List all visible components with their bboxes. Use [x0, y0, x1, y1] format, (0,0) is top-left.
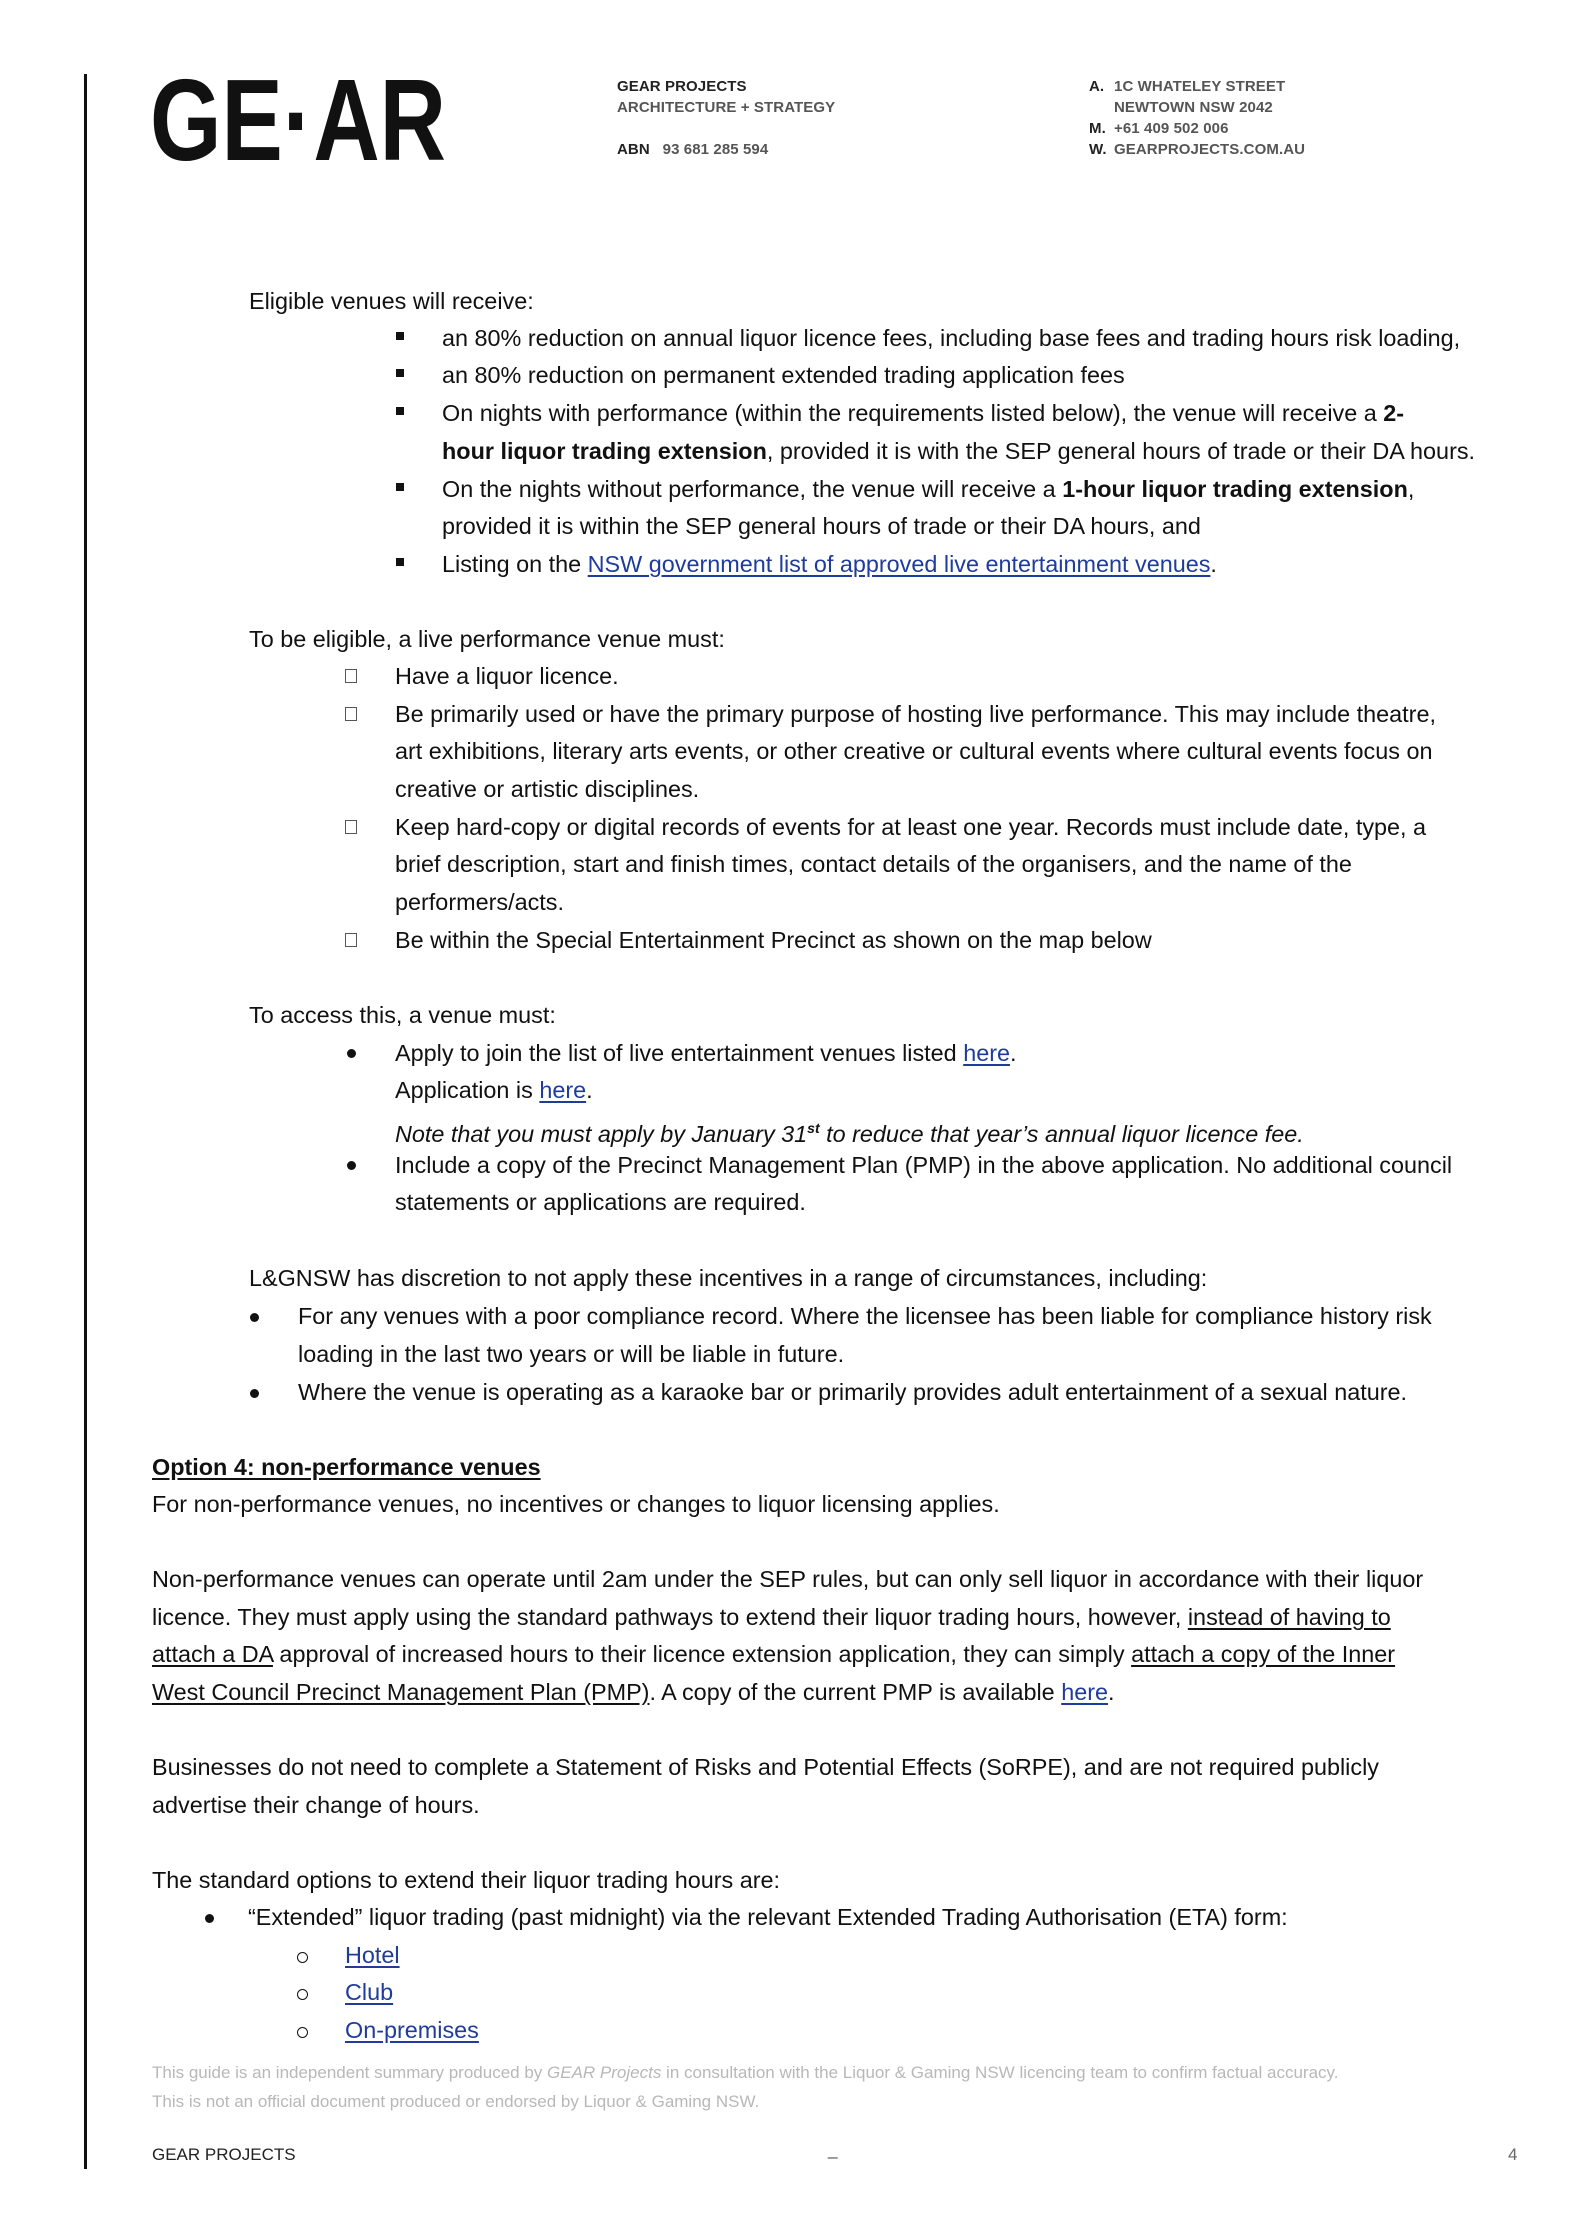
option4-para2-line2: licence. They must apply using the standard pathways to extend their liquor trading hours, however, instead of having to	[152, 1604, 1391, 1630]
disclaimer-line1: This guide is an independent summary produced by GEAR Projects in consultation with the Liquor & Gaming NSW licencing team to confirm factual accuracy.	[152, 2063, 1339, 2082]
discretion-item-2: Where the venue is operating as a karaoke bar or primarily provides adult entertainment of a sexual nature.	[298, 1379, 1408, 1405]
access-item-1-line1: Apply to join the list of live entertainment venues listed here.	[395, 1040, 1017, 1066]
address-line2: NEWTOWN NSW 2042	[1114, 99, 1273, 116]
round-bullet	[205, 1914, 214, 1923]
eligible-item-1: an 80% reduction on annual liquor licence fees, including base fees and trading hours risk loading,	[442, 325, 1461, 351]
club-link[interactable]: Club	[345, 1979, 394, 2005]
abn-label: ABN	[617, 141, 650, 158]
address-line1: 1C WHATELEY STREET	[1114, 78, 1286, 95]
web-value: GEARPROJECTS.COM.AU	[1114, 141, 1306, 158]
application-here-link[interactable]: here	[539, 1077, 587, 1103]
option4-para2-line3: attach a DA approval of increased hours to their licence extension application, they can simply attach a copy of the Inner	[152, 1641, 1396, 1667]
discretion-intro: L&GNSW has discretion to not apply these incentives in a range of circumstances, including:	[249, 1265, 1208, 1291]
eligible-item-4-line1: On the nights without performance, the venue will receive a 1-hour liquor trading extension,	[442, 476, 1415, 502]
abn-value: 93 681 285 594	[662, 141, 769, 158]
round-bullet	[250, 1389, 259, 1398]
nsw-venues-list-link[interactable]: NSW government list of approved live entertainment venues	[587, 551, 1211, 577]
company-name: GEAR PROJECTS	[617, 78, 747, 95]
round-bullet	[250, 1313, 259, 1322]
hotel-link[interactable]: Hotel	[345, 1942, 400, 1968]
company-tagline: ARCHITECTURE + STRATEGY	[617, 99, 836, 116]
on-premises-link[interactable]: On-premises	[345, 2017, 479, 2043]
criterion-4: Be within the Special Entertainment Precinct as shown on the map below	[395, 927, 1152, 953]
eligible-item-3-line1: On nights with performance (within the requirements listed below), the venue will receive a 2-	[442, 400, 1405, 426]
eligible-item-3-line2: hour liquor trading extension, provided it is with the SEP general hours of trade or their DA hours.	[442, 438, 1476, 464]
criterion-2-line2: art exhibitions, literary arts events, or other creative or cultural events where cultural events focus on	[395, 738, 1433, 764]
box-bullet	[345, 707, 357, 721]
square-bullet	[396, 558, 404, 566]
discretion-item-1-line2: loading in the last two years or will be liable in future.	[298, 1341, 845, 1367]
option4-para2-line1: Non-performance venues can operate until 2am under the SEP rules, but can only sell liquor in accordance with their liquor	[152, 1566, 1424, 1592]
access-item-2-line2: statements or applications are required.	[395, 1189, 806, 1215]
option4-heading: Option 4: non-performance venues	[152, 1454, 541, 1480]
margin-rule	[84, 74, 87, 2169]
circle-bullet	[297, 1989, 308, 2000]
footer-company: GEAR PROJECTS	[152, 2145, 296, 2164]
circle-bullet	[297, 1952, 308, 1963]
header-contact	[1089, 76, 1305, 160]
disclaimer-line2: This is not an official document produced or endorsed by Liquor & Gaming NSW.	[152, 2092, 760, 2111]
mobile-label: M.	[1089, 120, 1106, 137]
option4-intro: For non-performance venues, no incentives or changes to liquor licensing applies.	[152, 1491, 1000, 1517]
eta-intro: “Extended” liquor trading (past midnight) via the relevant Extended Trading Authorisation (ETA) form:	[248, 1904, 1288, 1930]
box-bullet	[345, 933, 357, 947]
to-access-intro: To access this, a venue must:	[249, 1002, 556, 1028]
venues-list-here-link[interactable]: here	[963, 1040, 1011, 1066]
address-label: A.	[1089, 78, 1105, 95]
page-number: 4	[1508, 2145, 1518, 2164]
round-bullet	[347, 1161, 356, 1170]
access-item-1-note: Note that you must apply by January 31st to reduce that year’s annual liquor licence fee.	[395, 1120, 1304, 1147]
logo-text: GE·AR	[150, 55, 446, 185]
eligible-item-4-line2: provided it is within the SEP general hours of trade or their DA hours, and	[442, 513, 1201, 539]
square-bullet	[396, 332, 404, 340]
option4-para2-line4: West Council Precinct Management Plan (PMP). A copy of the current PMP is available here.	[152, 1679, 1115, 1705]
access-item-2-line1: Include a copy of the Precinct Management Plan (PMP) in the above application. No additional council	[395, 1152, 1453, 1178]
option4-para3-line2: advertise their change of hours.	[152, 1792, 480, 1818]
discretion-item-1-line1: For any venues with a poor compliance record. Where the licensee has been liable for compliance history risk	[298, 1303, 1432, 1329]
square-bullet	[396, 369, 404, 377]
criterion-2-line1: Be primarily used or have the primary purpose of hosting live performance. This may include theatre,	[395, 701, 1436, 727]
criterion-3-line1: Keep hard-copy or digital records of events for at least one year. Records must include date, type, a	[395, 814, 1427, 840]
square-bullet	[396, 483, 404, 491]
access-item-1-line2: Application is here.	[395, 1077, 593, 1103]
eligible-item-5: Listing on the NSW government list of approved live entertainment venues.	[442, 551, 1217, 577]
pmp-here-link[interactable]: here	[1061, 1679, 1109, 1705]
circle-bullet	[297, 2027, 308, 2038]
criterion-2-line3: creative or artistic disciplines.	[395, 776, 700, 802]
square-bullet	[396, 407, 404, 415]
gear-logo	[150, 55, 450, 185]
box-bullet	[345, 669, 357, 683]
to-be-eligible-intro: To be eligible, a live performance venue must:	[249, 626, 725, 652]
footer-separator: _	[828, 2140, 838, 2159]
eligible-intro: Eligible venues will receive:	[249, 288, 534, 314]
option4-para3-line1: Businesses do not need to complete a Statement of Risks and Potential Effects (SoRPE), and are not required publicly	[152, 1754, 1379, 1780]
criterion-3-line2: brief description, start and finish times, contact details of the organisers, and the name of the	[395, 851, 1352, 877]
header-company	[617, 76, 835, 160]
option4-para4: The standard options to extend their liquor trading hours are:	[152, 1867, 781, 1893]
mobile-value: +61 409 502 006	[1114, 120, 1229, 137]
criterion-1: Have a liquor licence.	[395, 663, 619, 689]
criterion-3-line3: performers/acts.	[395, 889, 564, 915]
box-bullet	[345, 820, 357, 834]
web-label: W.	[1089, 141, 1107, 158]
eligible-item-2: an 80% reduction on permanent extended trading application fees	[442, 362, 1125, 388]
round-bullet	[347, 1049, 356, 1058]
